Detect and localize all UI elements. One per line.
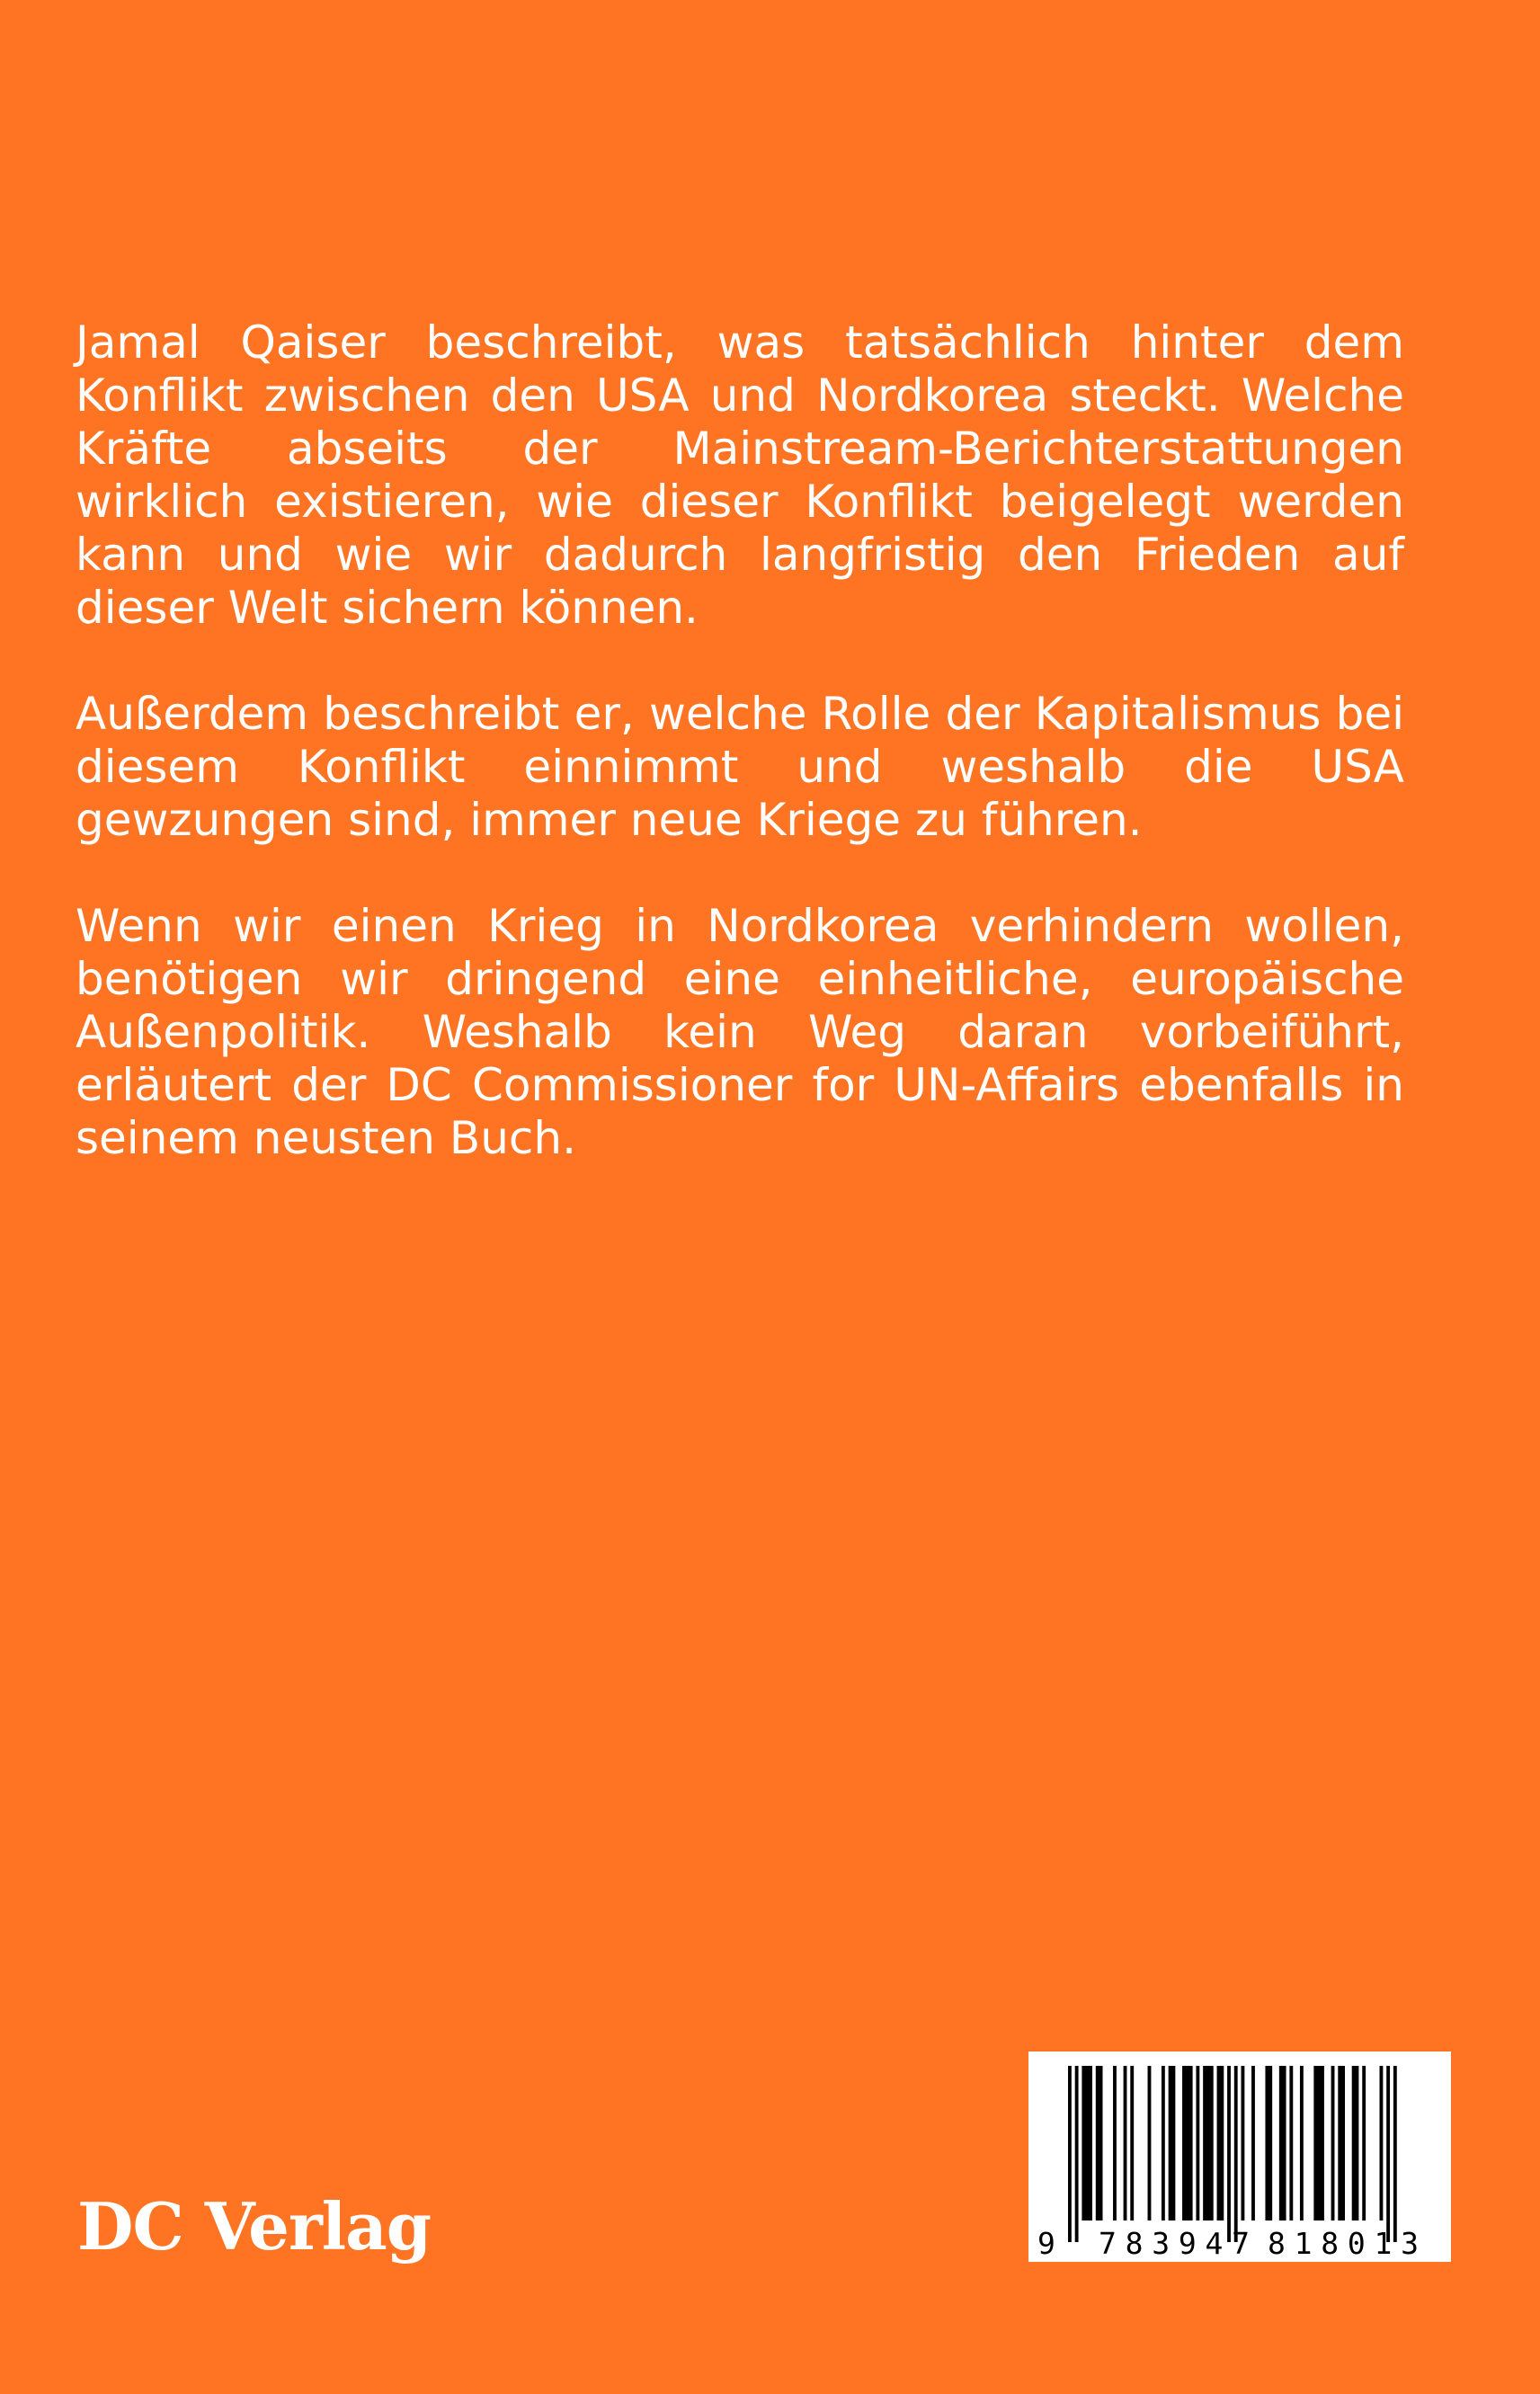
isbn-right-digits: 818013	[1268, 2226, 1419, 2261]
back-cover-blurb	[76, 316, 1404, 1218]
barcode-bar	[1380, 2066, 1384, 2220]
barcode-bar	[1265, 2066, 1272, 2220]
barcode-bar	[1182, 2066, 1193, 2220]
barcode-bar	[1148, 2066, 1152, 2220]
isbn-left-digits: 783947	[1099, 2226, 1250, 2261]
barcode-graphic	[1028, 2051, 1451, 2262]
barcode-bar	[1289, 2066, 1293, 2220]
barcode-bar	[1162, 2066, 1165, 2220]
barcode-bar	[1338, 2066, 1345, 2220]
barcode-bar	[1217, 2066, 1224, 2220]
blurb-paragraph-3: Wenn wir einen Krieg in Nordkorea verhindern wollen, benötigen wir dringend eine einheitliche, europäische Außenpolitik. Weshalb kein Weg daran vorbeiführt, erläutert der DC Commissioner for UN-Affairs ebenfalls in seinem neusten Buch.	[76, 900, 1404, 1164]
barcode-bar	[1130, 2066, 1134, 2220]
barcode-bar	[1242, 2066, 1245, 2220]
barcode-guard-bar	[1386, 2066, 1390, 2242]
barcode-bar	[1331, 2066, 1335, 2220]
barcode-bar	[1169, 2066, 1176, 2220]
barcode-bar	[1300, 2066, 1304, 2220]
barcode-bar	[1124, 2066, 1127, 2220]
publisher-logo: DC Verlag	[77, 2188, 432, 2265]
barcode-guard-bar	[1393, 2066, 1397, 2242]
blurb-paragraph-2: Außerdem beschreibt er, welche Rolle der Kapitalismus bei diesem Konflikt einnimmt und weshalb die USA gewzungen sind, immer neue Kriege zu führen.	[76, 688, 1404, 846]
isbn-lead-digit: 9	[1037, 2226, 1055, 2261]
barcode-bars	[1068, 2066, 1397, 2242]
blurb-paragraph-1: Jamal Qaiser beschreibt, was tatsächlich hinter dem Konflikt zwischen den USA und Nordkorea steckt. Welche Kräfte abseits der Mainstream-Berichterstattungen wirklich existieren, wie dieser Konflikt beigelegt werden kann und wie wir dadurch langfristig den Frieden auf dieser Welt sichern können.	[76, 316, 1404, 634]
barcode-guard-bar	[1075, 2066, 1079, 2242]
barcode-bar	[1082, 2066, 1092, 2220]
barcode-guard-bar	[1068, 2066, 1072, 2242]
barcode-guard-bar	[1234, 2066, 1238, 2242]
barcode-bar	[1096, 2066, 1103, 2220]
barcode-bar	[1113, 2066, 1117, 2220]
barcode-bar	[1362, 2066, 1366, 2220]
barcode-bar	[1313, 2066, 1324, 2220]
isbn-barcode	[1028, 2051, 1451, 2262]
barcode-bar	[1251, 2066, 1255, 2220]
barcode-bar	[1196, 2066, 1199, 2220]
barcode-bar	[1352, 2066, 1359, 2220]
barcode-guard-bar	[1227, 2066, 1231, 2242]
barcode-bar	[1203, 2066, 1214, 2220]
barcode-bar	[1279, 2066, 1286, 2220]
